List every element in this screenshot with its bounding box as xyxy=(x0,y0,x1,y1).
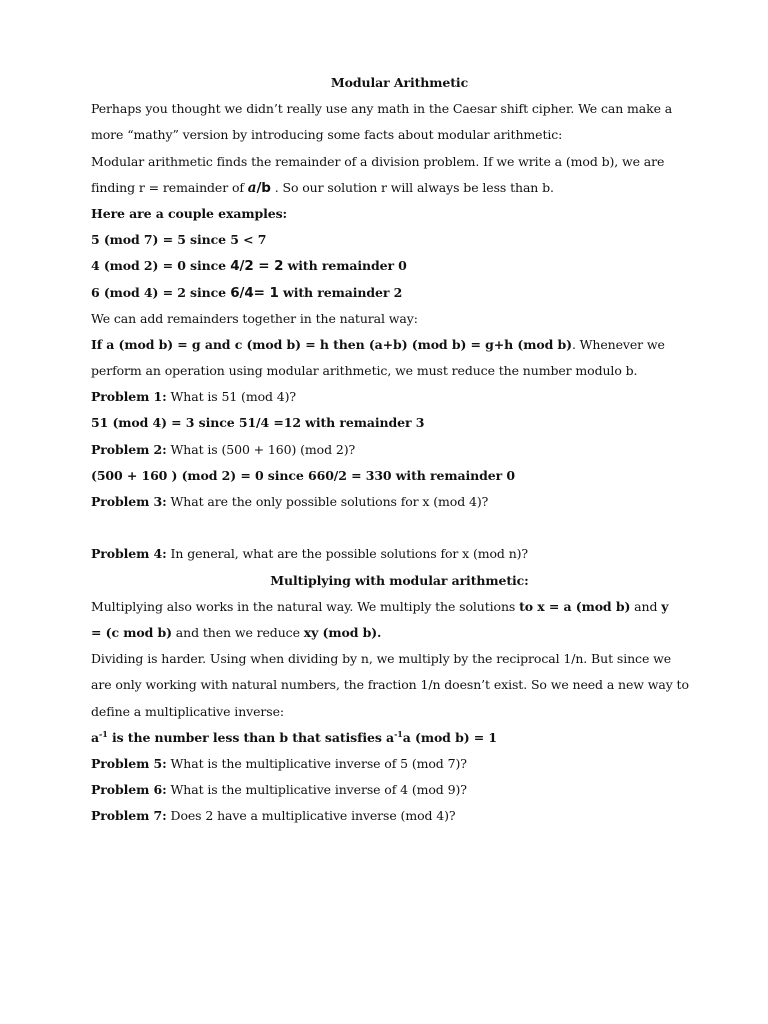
multiplying-bold-c: = (c mod b) xyxy=(91,624,172,640)
problem-6-text: What is the multiplicative inverse of 4 (mod 9)? xyxy=(166,782,467,798)
multiplying-heading: Multiplying with modular arithmetic: xyxy=(270,572,529,588)
multiplying-text-c: and then we reduce xyxy=(171,624,304,640)
definition-text-b: . So our solution r will always be less than b. xyxy=(270,179,554,195)
inverse-a: a xyxy=(91,729,99,745)
fraction-numerator: a xyxy=(247,179,257,196)
definition-line-1: Modular arithmetic finds the remainder of a division problem. If we write a (mod b), we are xyxy=(91,153,665,169)
dividing-line-3: define a multiplicative inverse: xyxy=(91,703,285,719)
example-2-math: 4/2 = 2 xyxy=(230,258,284,275)
fraction-slash: / xyxy=(256,179,262,196)
spacer xyxy=(91,515,708,541)
inverse-text-b: is the number less than b that satisfies a xyxy=(107,729,395,745)
addition-intro: We can add remainders together in the natural way: xyxy=(91,310,418,326)
problem-2 xyxy=(91,437,708,463)
inverse-sup-2: -1 xyxy=(394,728,403,739)
problem-4 xyxy=(91,541,708,567)
example-2 xyxy=(91,253,708,279)
multiplying-text-a: Multiplying also works in the natural way. We multiply the solutions xyxy=(91,598,520,614)
example-3-text-a: 6 (mod 4) = 2 since xyxy=(91,284,231,300)
problem-5-label: Problem 5: xyxy=(91,755,167,771)
problem-1-label: Problem 1: xyxy=(91,389,167,405)
problem-1-text: What is 51 (mod 4)? xyxy=(166,389,297,405)
example-2-text-a: 4 (mod 2) = 0 since xyxy=(91,258,231,274)
problem-6-label: Problem 6: xyxy=(91,782,167,798)
problem-1 xyxy=(91,384,708,410)
dividing-line-1: Dividing is harder. Using when dividing by n, we multiply by the reciprocal 1/n. But since we xyxy=(91,651,672,667)
problem-5-text: What is the multiplicative inverse of 5 (mod 7)? xyxy=(166,755,467,771)
example-3 xyxy=(91,280,708,306)
page-title: Modular Arithmetic xyxy=(330,75,469,90)
problem-2-answer: (500 + 160 ) (mod 2) = 0 since 660/2 = 330 with remainder 0 xyxy=(91,467,515,483)
problem-1-answer: 51 (mod 4) = 3 since 51/4 =12 with remainder 3 xyxy=(91,415,425,431)
multiplying-bold-y: y xyxy=(661,598,669,614)
addition-rule-line-1 xyxy=(91,332,708,358)
inverse-sup-1: -1 xyxy=(99,728,108,739)
multiplying-bold-a: to x = a (mod b) xyxy=(519,598,631,614)
example-3-math: 6/4= 1 xyxy=(230,284,279,301)
multiplying-line-1 xyxy=(91,594,708,620)
problem-5 xyxy=(91,751,708,777)
inverse-definition xyxy=(91,725,708,751)
problem-3-text: What are the only possible solutions for x (mod 4)? xyxy=(166,494,489,509)
problem-3 xyxy=(91,489,708,515)
problem-3-label: Problem 3: xyxy=(91,494,167,509)
addition-rule-bold: If a (mod b) = g and c (mod b) = h then (a+b) (mod b) = g+h (mod b) xyxy=(91,336,572,352)
addition-rule-rest: . Whenever we xyxy=(571,336,665,352)
problem-4-text: In general, what are the possible solutions for x (mod n)? xyxy=(166,546,529,562)
problem-7 xyxy=(91,803,708,829)
problem-6 xyxy=(91,777,708,803)
dividing-line-2: are only working with natural numbers, the fraction 1/n doesn’t exist. So we need a new way to xyxy=(91,677,689,693)
multiplying-line-2 xyxy=(91,620,708,646)
multiplying-bold-xy: xy (mod b). xyxy=(303,624,382,640)
example-2-text-b: with remainder 0 xyxy=(283,258,407,274)
examples-heading: Here are a couple examples: xyxy=(91,205,288,221)
example-3-text-b: with remainder 2 xyxy=(278,284,403,300)
intro-line-1: Perhaps you thought we didn’t really use any math in the Caesar shift cipher. We can make a xyxy=(91,101,673,117)
inverse-text-c: a (mod b) = 1 xyxy=(402,729,498,745)
definition-line-2 xyxy=(91,175,708,201)
multiplying-text-b: and xyxy=(630,598,662,614)
problem-2-text: What is (500 + 160) (mod 2)? xyxy=(166,441,356,457)
problem-7-label: Problem 7: xyxy=(91,808,167,824)
problem-4-label: Problem 4: xyxy=(91,546,167,562)
addition-rule-line-2: perform an operation using modular arithmetic, we must reduce the number modulo b. xyxy=(91,363,638,379)
problem-2-label: Problem 2: xyxy=(91,441,167,457)
problem-7-text: Does 2 have a multiplicative inverse (mod 4)? xyxy=(166,808,456,824)
definition-text-a: finding r = remainder of xyxy=(91,179,248,195)
intro-line-2: more “mathy” version by introducing some facts about modular arithmetic: xyxy=(91,127,563,143)
example-1: 5 (mod 7) = 5 since 5 < 7 xyxy=(91,232,267,248)
fraction-denominator: b xyxy=(261,179,271,196)
